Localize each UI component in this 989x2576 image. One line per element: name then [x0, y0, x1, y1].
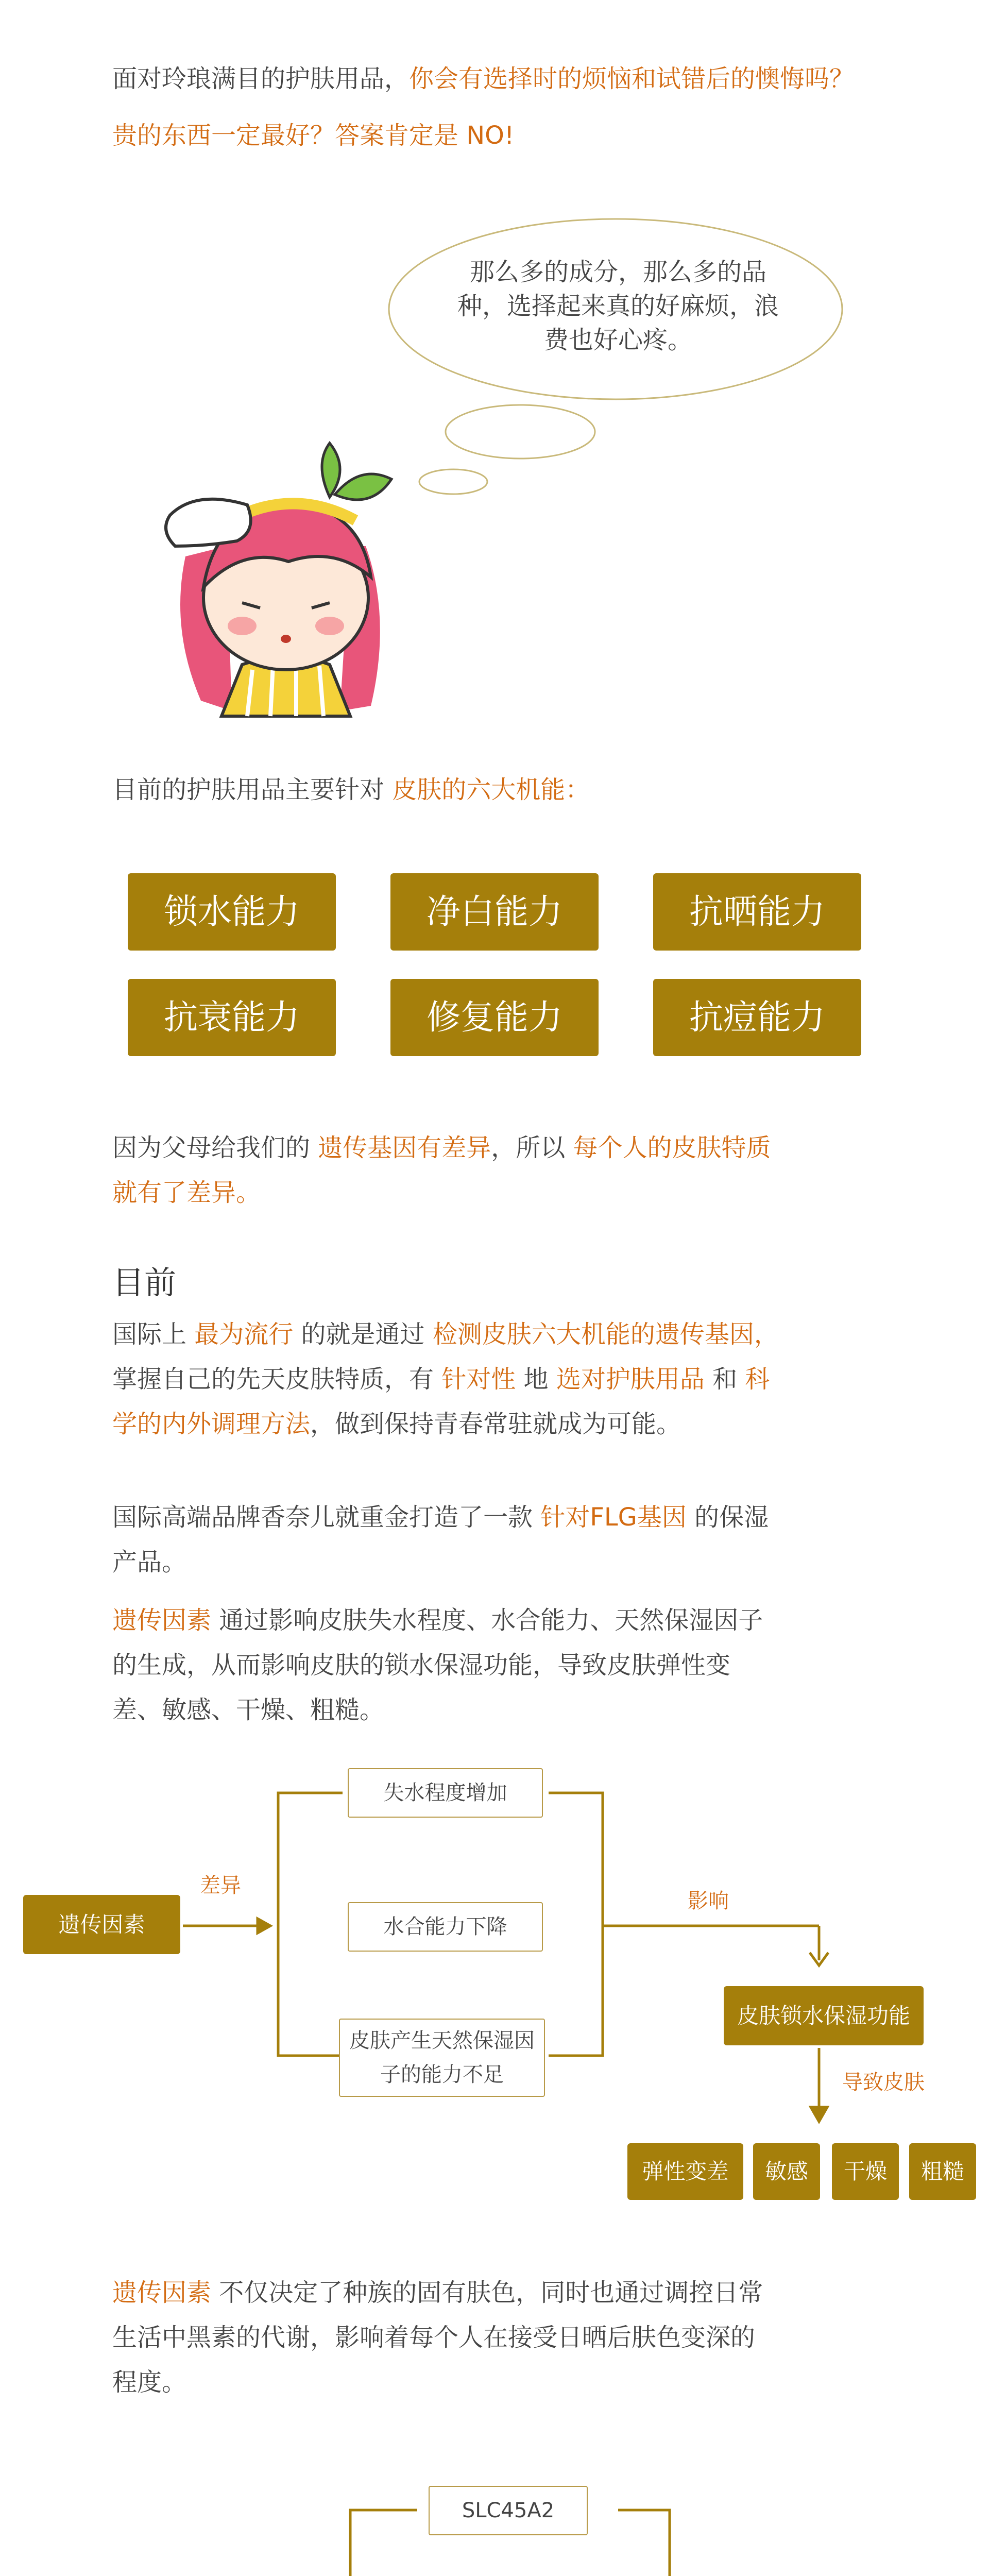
moisture-line-2: 的生成，从而影响皮肤的锁水保湿功能，导致皮肤弹性变: [112, 1651, 731, 1680]
diagram1-outcome-3: 干燥: [832, 2143, 899, 2200]
function-tag-sun-protection: 抗晒能力: [653, 873, 861, 951]
intro-plain: 面对玲琅满目的护肤用品，: [112, 64, 410, 93]
current-plain-6: ，做到保持青春常驻就成为可能。: [310, 1410, 681, 1438]
function-tag-repair: 修复能力: [390, 979, 599, 1056]
current-highlight-4: 选对护肤用品: [556, 1365, 705, 1394]
moisture-line-3: 差、敏感、干燥、粗糙。: [112, 1696, 385, 1724]
chanel-plain-1: 国际高端品牌香奈儿就重金打造了一款: [112, 1503, 541, 1532]
genetics-line-2: 就有了差异。: [112, 1178, 261, 1207]
diagram1-factor-3: 皮肤产生天然保湿因子的能力不足: [339, 2019, 545, 2097]
functions-intro-highlight: 皮肤的六大机能：: [392, 775, 590, 804]
genetics-plain-1: 因为父母给我们的: [112, 1133, 318, 1162]
current-plain-4: 地: [516, 1365, 556, 1394]
current-highlight-2: 检测皮肤六大机能的遗传基因，: [432, 1320, 779, 1349]
functions-intro-plain: 目前的护肤用品主要针对: [112, 775, 393, 804]
chanel-highlight: 针对FLG基因: [540, 1503, 687, 1532]
diagram1-outcome-1: 弹性变差: [627, 2143, 743, 2200]
chanel-plain-2: 的保湿: [686, 1503, 769, 1532]
moisture-text-1: 通过影响皮肤失水程度、水合能力、天然保湿因子: [211, 1606, 763, 1635]
intro-line-2: 贵的东西一定最好？答案肯定是 NO!: [112, 121, 515, 150]
thought-bubble-text: 那么多的成分，那么多的品种，选择起来真的好麻烦，浪费也好心疼。: [457, 258, 779, 354]
chanel-line-2: 产品。: [112, 1548, 187, 1577]
moisture-highlight: 遗传因素: [112, 1606, 212, 1635]
section-heading-current: 目前: [112, 1264, 177, 1301]
function-tag-lock-water: 锁水能力: [128, 873, 336, 951]
diagram1-source: 遗传因素: [23, 1895, 180, 1954]
current-plain-5: 和: [704, 1365, 745, 1394]
current-highlight-3: 针对性: [441, 1365, 516, 1394]
current-highlight-1: 最为流行: [194, 1320, 294, 1349]
current-highlight-5: 科: [745, 1365, 770, 1394]
pigment-line-3: 程度。: [112, 2368, 187, 2397]
diagram1-outcome-4: 粗糙: [909, 2143, 976, 2200]
function-tag-anti-acne: 抗痘能力: [653, 979, 861, 1056]
diagram2-gene-1: SLC45A2: [429, 2486, 588, 2535]
pigment-highlight: 遗传因素: [112, 2278, 212, 2307]
genetics-highlight-2: 每个人的皮肤特质: [573, 1133, 771, 1162]
diagram1-result: 皮肤锁水保湿功能: [724, 1986, 924, 2045]
diagram1-effect-label: 影响: [688, 1889, 729, 1913]
diagram1-factor-1: 失水程度增加: [348, 1768, 543, 1818]
current-highlight-6: 学的内外调理方法: [112, 1410, 311, 1438]
genetics-highlight-1: 遗传基因有差异: [318, 1133, 491, 1162]
pigment-text-1: 不仅决定了种族的固有肤色，同时也通过调控日常: [211, 2278, 763, 2307]
function-tag-whitening: 净白能力: [390, 873, 599, 951]
current-plain-1: 国际上: [112, 1320, 195, 1349]
current-plain-2: 的就是通过: [293, 1320, 433, 1349]
diagram1-arrow-label: 差异: [200, 1874, 241, 1897]
intro-highlight: 你会有选择时的烦恼和试错后的懊悔吗？: [409, 64, 855, 93]
function-tag-anti-aging: 抗衰能力: [128, 979, 336, 1056]
diagram1-outcome-2: 敏感: [753, 2143, 820, 2200]
diagram1-lead-label: 导致皮肤: [842, 2071, 925, 2094]
diagram1-factor-2: 水合能力下降: [348, 1902, 543, 1952]
genetics-plain-2: ，所以: [491, 1133, 573, 1162]
pigment-line-2: 生活中黑素的代谢，影响着每个人在接受日晒后肤色变深的: [112, 2323, 756, 2352]
current-plain-3: 掌握自己的先天皮肤特质，有: [112, 1365, 442, 1394]
